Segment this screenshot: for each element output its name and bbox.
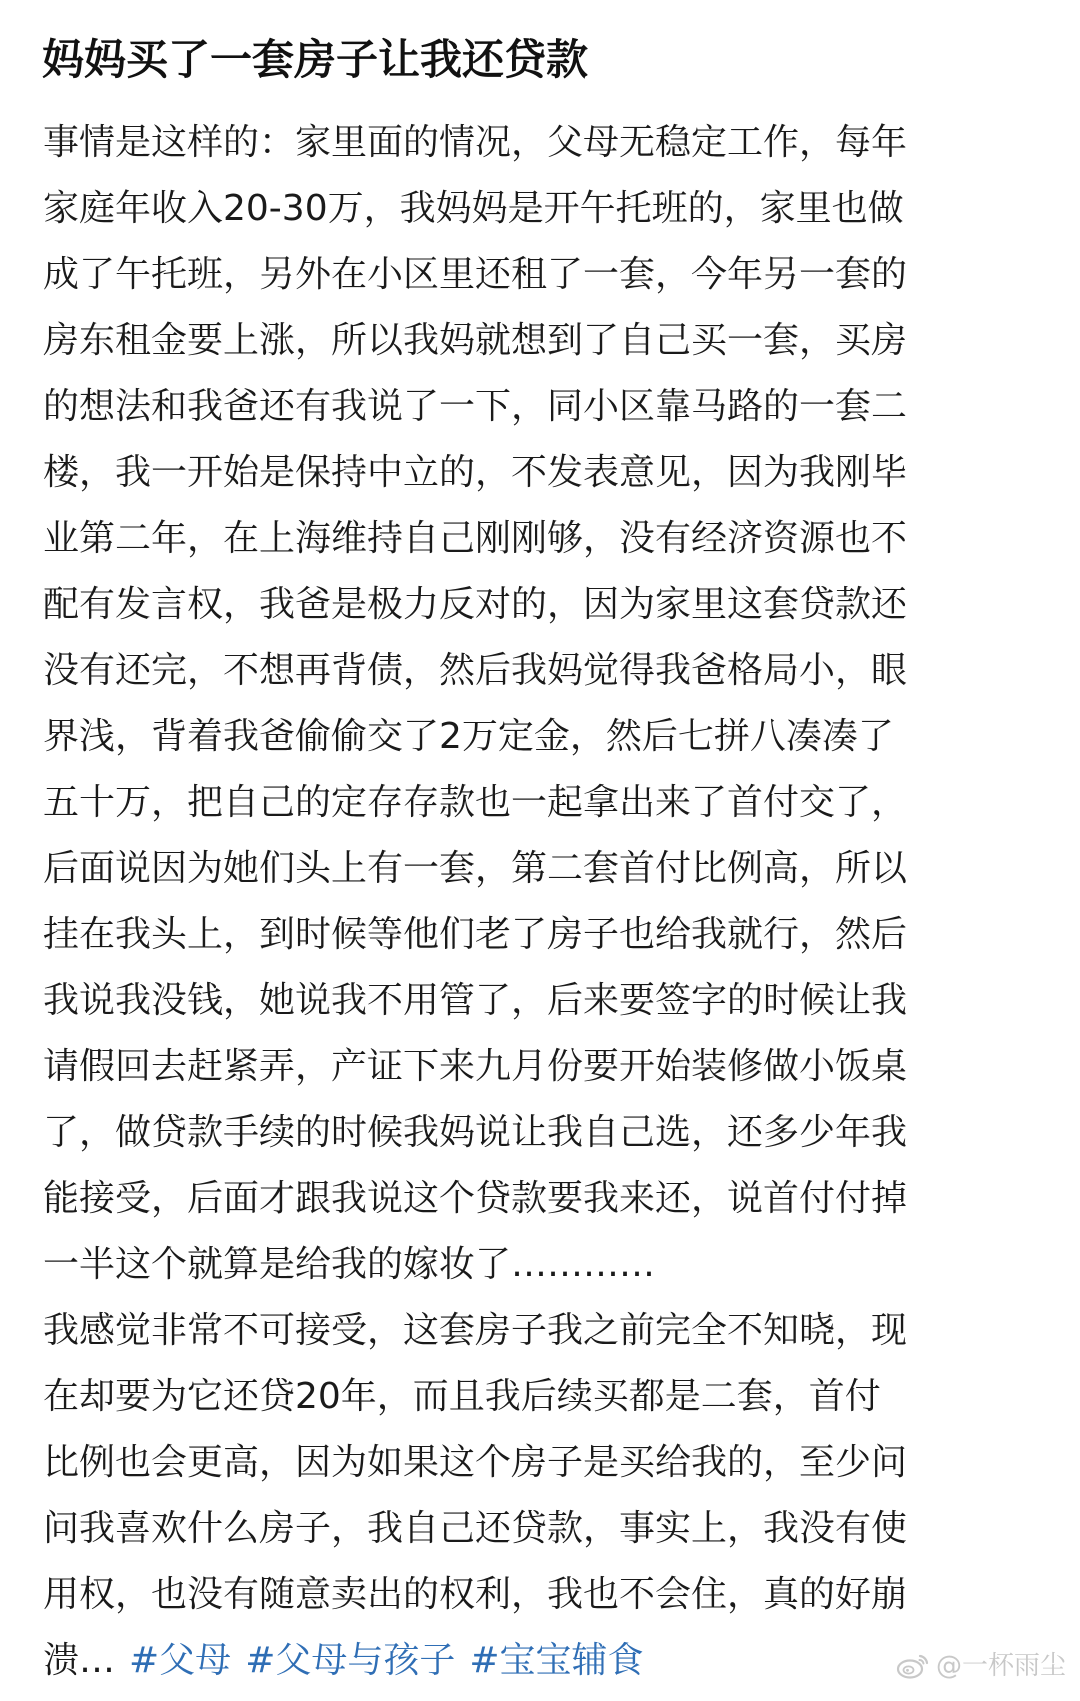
body-line: 我说我没钱，她说我不用管了，后来要签字的时候让我 [43,980,908,1021]
body-line: 用权，也没有随意卖出的权利，我也不会住，真的好崩 [43,1574,908,1615]
watermark-text: @一杯雨尘 [935,1651,1066,1681]
body-line: 后面说因为她们头上有一套，第二套首付比例高，所以 [43,848,908,889]
post-body [43,110,1023,1694]
body-line: 的想法和我爸还有我说了一下，同小区靠马路的一套二 [43,386,908,427]
body-line: 比例也会更高，因为如果这个房子是买给我的，至少问 [43,1442,908,1483]
body-line: 成了午托班，另外在小区里还租了一套，今年另一套的 [43,254,908,295]
body-last-line [43,1628,1023,1694]
weibo-watermark [896,1649,1066,1683]
topic-tag-parents-and-kids[interactable]: #父母与孩子 [245,1640,456,1681]
weibo-icon [896,1652,930,1680]
body-line: 家庭年收入20-30万，我妈妈是开午托班的，家里也做 [43,188,904,229]
body-line: 了，做贷款手续的时候我妈说让我自己选，还多少年我 [43,1112,908,1153]
body-line: 我感觉非常不可接受，这套房子我之前完全不知晓，现 [43,1310,908,1351]
topic-tag-parents[interactable]: #父母 [129,1640,232,1681]
body-line: 房东租金要上涨，所以我妈就想到了自己买一套，买房 [43,320,908,361]
body-line: 界浅，背着我爸偷偷交了2万定金，然后七拼八凑凑了 [43,716,894,757]
topic-tag-baby-food[interactable]: #宝宝辅食 [469,1640,644,1681]
body-line: 没有还完，不想再背债，然后我妈觉得我爸格局小，眼 [43,650,908,691]
post-title: 妈妈买了一套房子让我还贷款 [42,35,589,84]
body-line: 请假回去赶紧弄，产证下来九月份要开始装修做小饭桌 [43,1046,908,1087]
body-line: 配有发言权，我爸是极力反对的，因为家里这套贷款还 [43,584,908,625]
body-line: 楼，我一开始是保持中立的，不发表意见，因为我刚毕 [43,452,908,493]
body-line: 事情是这样的：家里面的情况，父母无稳定工作，每年 [43,122,908,163]
body-line: 能接受，后面才跟我说这个贷款要我来还，说首付付掉 [43,1178,908,1219]
body-line-end: 溃… [43,1640,116,1681]
body-line: 挂在我头上，到时候等他们老了房子也给我就行，然后 [43,914,908,955]
body-line: 问我喜欢什么房子，我自己还贷款，事实上，我没有使 [43,1508,908,1549]
body-line: 五十万，把自己的定存存款也一起拿出来了首付交了， [43,782,908,823]
body-line: 一半这个就算是给我的嫁妆了………… [43,1244,656,1285]
body-line: 业第二年，在上海维持自己刚刚够，没有经济资源也不 [43,518,908,559]
body-line: 在却要为它还贷20年，而且我后续买都是二套，首付 [43,1376,881,1417]
